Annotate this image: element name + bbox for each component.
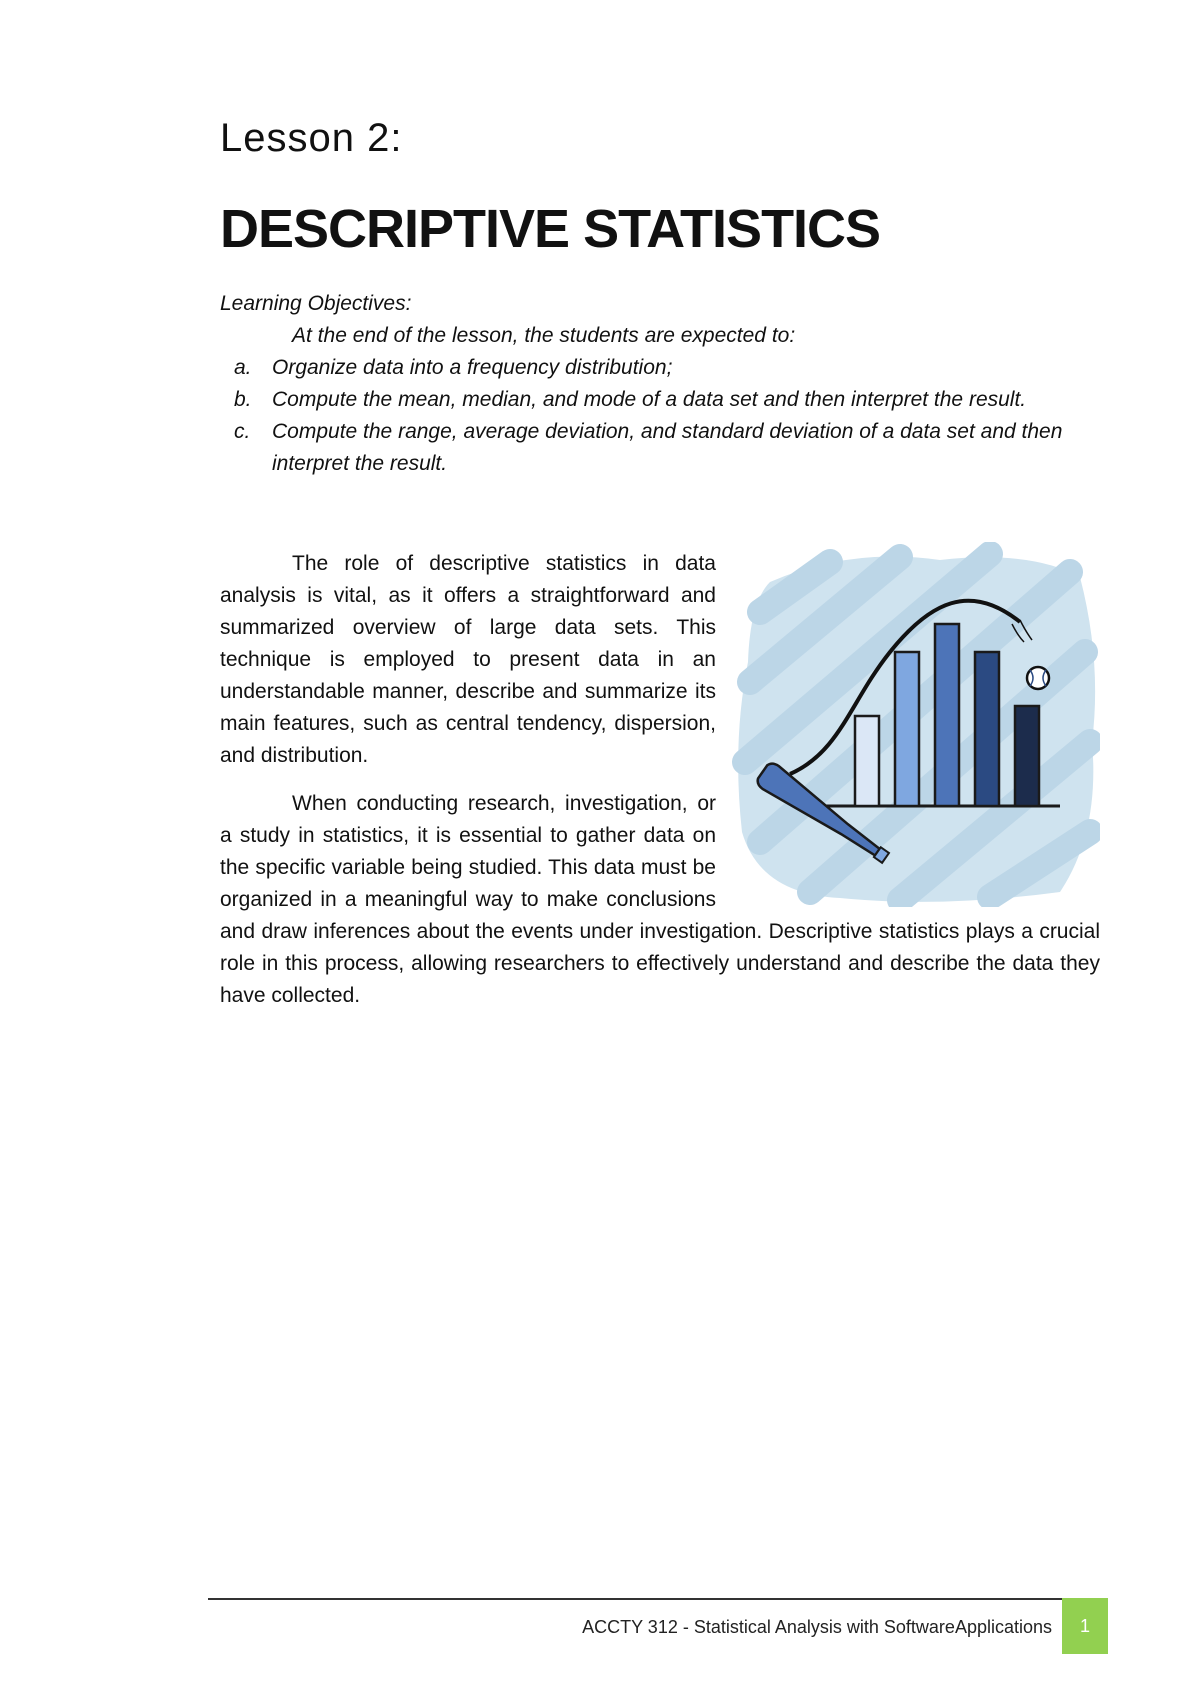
objective-marker: c. bbox=[234, 420, 251, 443]
objective-marker: b. bbox=[234, 388, 252, 411]
objective-marker: a. bbox=[234, 356, 252, 379]
objective-text: Compute the range, average deviation, and standard deviation of a data set and then interpret the result. bbox=[272, 420, 1063, 475]
objective-item bbox=[220, 352, 1120, 384]
objective-item bbox=[220, 384, 1120, 416]
objective-item bbox=[220, 416, 1120, 480]
objectives-heading: Learning Objectives: bbox=[220, 292, 412, 315]
footer-rule bbox=[208, 1598, 1064, 1600]
objectives-list bbox=[220, 352, 1120, 480]
body-paragraph: When conducting research, investigation, or a study in statistics, it is essential to gather data on the specific variable being studied. This data must be organized in a meaningful way to make conclusions and draw inferences about the events under investigation. Descriptive statistics plays a crucial role in this process, allowing researchers to effectively understand and describe the data they have collected. bbox=[220, 792, 1100, 1007]
footer-course-title: ACCTY 312 - Statistical Analysis with SoftwareApplications bbox=[582, 1617, 1052, 1637]
learning-objectives bbox=[220, 288, 1120, 480]
body-paragraph: The role of descriptive statistics in data analysis is vital, as it offers a straightforward and summarized overview of large data sets. This technique is employed to present data in an understandable manner, describe and summarize its main features, such as central tendency, dispersion, and distribution. bbox=[220, 552, 716, 767]
objectives-intro: At the end of the lesson, the students are expected to: bbox=[292, 324, 796, 347]
page-number: 1 bbox=[1062, 1598, 1108, 1654]
baseball-icon bbox=[1027, 667, 1049, 689]
page-title: DESCRIPTIVE STATISTICS bbox=[220, 199, 881, 259]
body-text bbox=[220, 548, 1100, 1028]
objective-text: Organize data into a frequency distribution; bbox=[272, 356, 673, 379]
lesson-label: Lesson 2: bbox=[220, 116, 403, 160]
baseball-bar-chart-illustration bbox=[730, 542, 1100, 907]
objective-text: Compute the mean, median, and mode of a data set and then interpret the result. bbox=[272, 388, 1027, 411]
